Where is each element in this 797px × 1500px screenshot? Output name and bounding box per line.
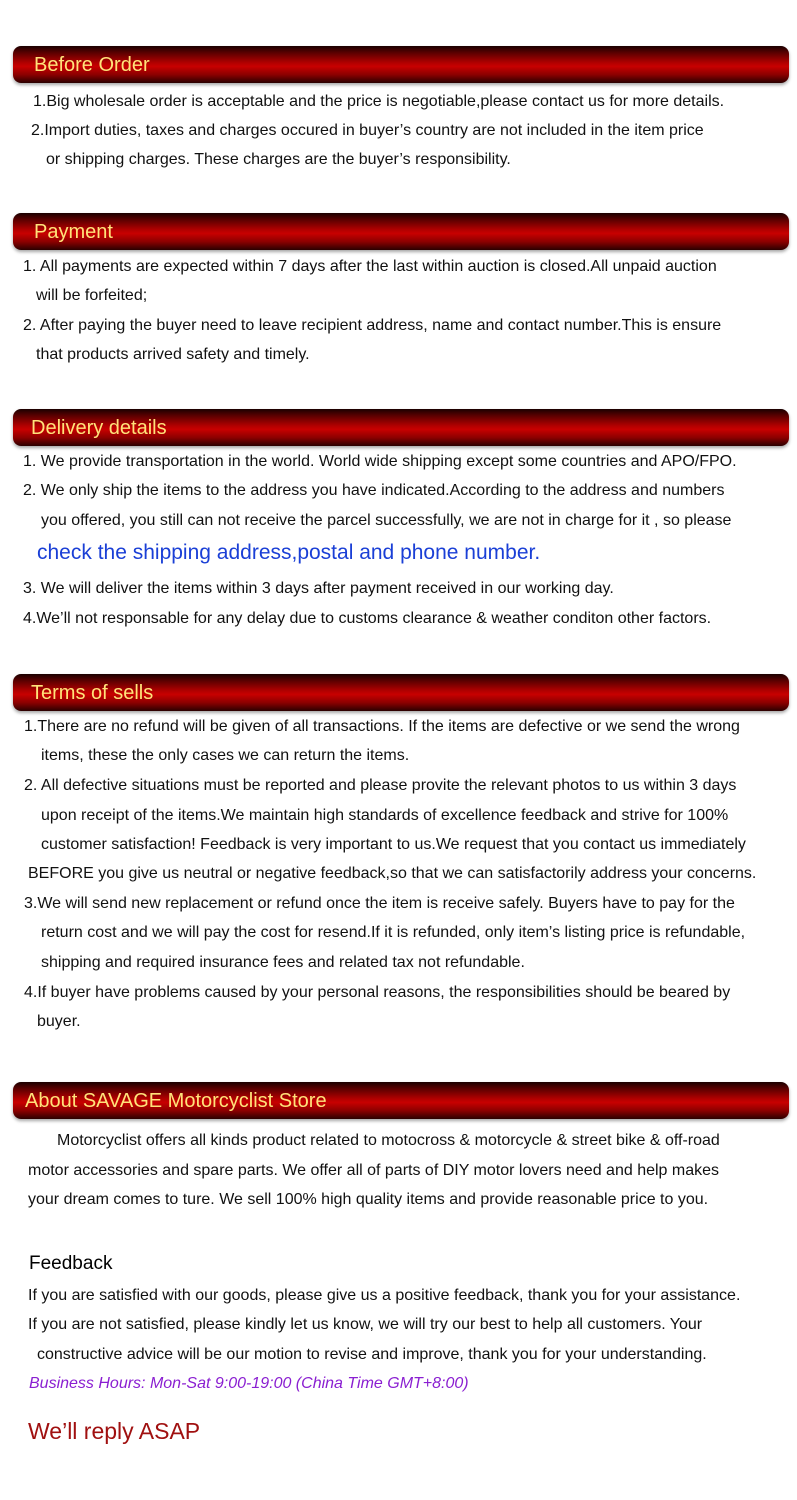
about-header [13,1082,789,1119]
terms-header [13,674,789,711]
payment-line-2: will be forfeited; [36,287,148,304]
delivery-line-5: 4.We’ll not responsable for any delay due to customs clearance & weather conditon other factors. [23,610,712,627]
about-line-1: Motorcyclist offers all kinds product related to motocross & motorcycle & street bike & off-road [57,1132,720,1149]
terms-line-10: 4.If buyer have problems caused by your personal reasons, the responsibilities should be beared by [24,984,731,1001]
terms-line-6: BEFORE you give us neutral or negative feedback,so that we can satisfactorily address your concerns. [28,865,757,882]
terms-line-5: customer satisfaction! Feedback is very important to us.We request that you contact us immediately [41,836,746,853]
about-line-2: motor accessories and spare parts. We offer all of parts of DIY motor lovers need and help makes [28,1162,720,1179]
feedback-line-1: If you are satisfied with our goods, please give us a positive feedback, thank you for your assistance. [28,1287,741,1304]
delivery-title: Delivery details [31,416,167,439]
terms-line-9: shipping and required insurance fees and related tax not refundable. [41,954,525,971]
before-order-line-3: or shipping charges. These charges are the buyer’s responsibility. [46,151,511,168]
terms-line-4: upon receipt of the items.We maintain high standards of excellence feedback and strive for 100% [41,807,729,824]
terms-line-8: return cost and we will pay the cost for resend.If it is refunded, only item’s listing price is refundable, [41,924,746,941]
feedback-line-2: If you are not satisfied, please kindly let us know, we will try our best to help all customers. Your [28,1316,703,1333]
terms-line-11: buyer. [37,1013,81,1030]
delivery-line-1: 1. We provide transportation in the world. World wide shipping except some countries and APO/FPO. [23,453,737,470]
before-order-line-2: 2.Import duties, taxes and charges occured in buyer’s country are not included in the item price [31,122,704,139]
payment-line-4: that products arrived safety and timely. [36,346,310,363]
delivery-line-4: 3. We will deliver the items within 3 days after payment received in our working day. [23,580,614,597]
before-order-line-1: 1.Big wholesale order is acceptable and the price is negotiable,please contact us for more details. [33,93,725,110]
delivery-header [13,409,789,446]
about-title: About SAVAGE Motorcyclist Store [25,1089,327,1112]
feedback-line-3: constructive advice will be our motion to revise and improve, thank you for your understanding. [37,1346,707,1363]
about-line-3: your dream comes to ture. We sell 100% high quality items and provide reasonable price to you. [28,1191,709,1208]
terms-title: Terms of sells [31,681,154,704]
reply-asap: We’ll reply ASAP [28,1418,201,1444]
terms-line-3: 2. All defective situations must be reported and please provite the relevant photos to us within 3 days [24,777,737,794]
payment-header [13,213,789,250]
terms-line-7: 3.We will send new replacement or refund once the item is receive safely. Buyers have to pay for the [24,895,735,912]
business-hours: Business Hours: Mon-Sat 9:00-19:00 (China Time GMT+8:00) [29,1375,469,1392]
payment-line-1: 1. All payments are expected within 7 days after the last within auction is closed.All unpaid auction [23,258,717,275]
before-order-header [13,46,789,83]
terms-line-2: items, these the only cases we can return the items. [41,747,410,764]
delivery-highlight: check the shipping address,postal and phone number. [37,541,541,564]
payment-line-3: 2. After paying the buyer need to leave recipient address, name and contact number.This is ensure [23,317,722,334]
before-order-title: Before Order [34,53,150,76]
terms-line-1: 1.There are no refund will be given of all transactions. If the items are defective or we send the wrong [24,718,740,735]
payment-title: Payment [34,220,113,243]
feedback-title: Feedback [29,1253,113,1274]
delivery-line-2: 2. We only ship the items to the address you have indicated.According to the address and numbers [23,482,725,499]
delivery-line-3: you offered, you still can not receive the parcel successfully, we are not in charge for it , so please [41,512,732,529]
